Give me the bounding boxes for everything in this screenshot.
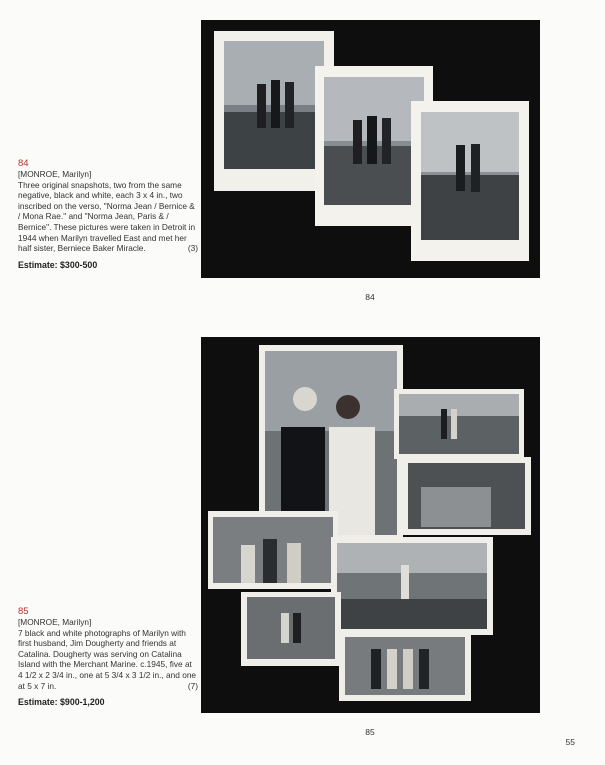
lot-85-photographs (201, 337, 540, 713)
lot-count: (3) (187, 243, 198, 254)
photo-rocks (402, 457, 531, 535)
lot-number: 85 (18, 606, 29, 617)
lot-85-photo-plate (201, 337, 540, 713)
lot-description: 7 black and white photographs of Marilyn with first husband, Jim Dougherty and friends at Catalina. Dougherty was serving on Catalina Island with the Merchant Marine. c.1945, five at 4 1/2 x 2 3/4 in., one at 5 3/4 x 3 1/2 in., and one at 5 x 7 in. (18, 627, 197, 691)
photo-stone-steps (241, 592, 341, 666)
lot-number: 84 (18, 158, 29, 169)
plate-caption-84: 84 (365, 292, 375, 302)
lot-84-snapshots (201, 20, 540, 278)
photo-group-outdoors (208, 511, 338, 589)
lot-description-row (18, 180, 198, 254)
page-number: 55 (565, 737, 575, 747)
lot-heading: [MONROE, Marilyn] (18, 169, 92, 179)
lot-85-text (18, 606, 198, 708)
photo-harbor (331, 537, 493, 635)
plate-caption-85: 85 (365, 727, 375, 737)
lot-description: Three original snapshots, two from the same negative, black and white, each 3 x 4 in., two inscribed on the verso, "Norma Jean / Bernice & / Mona Rae." and "Norma Jean, Paris & / Bernice". These pictures were taken in Detroit in 1944 when Marilyn travelled East and met her half sister, Berniece Baker Miracle. (18, 179, 196, 254)
lot-count: (7) (187, 680, 198, 691)
photo-garden-path (394, 389, 524, 459)
lot-84-text (18, 158, 198, 270)
lot-estimate: Estimate: $900-1,200 (18, 697, 105, 708)
photo-group-four (339, 631, 471, 701)
snapshot-3 (411, 101, 529, 261)
lot-heading: [MONROE, Marilyn] (18, 617, 92, 627)
lot-84-photo-plate (201, 20, 540, 278)
lot-estimate: Estimate: $300-500 (18, 259, 98, 270)
